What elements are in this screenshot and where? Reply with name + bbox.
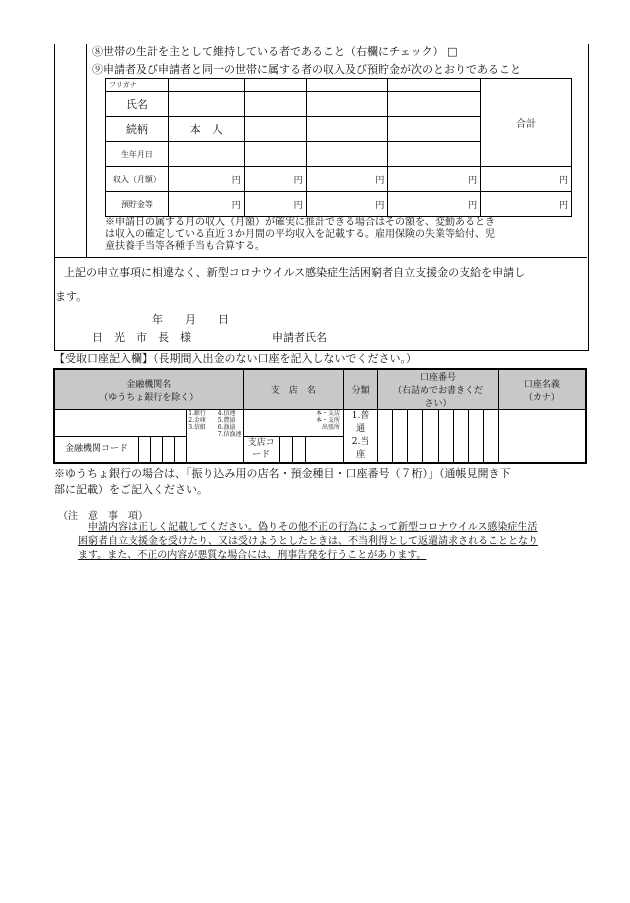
income-cell[interactable]: 円 <box>306 167 388 192</box>
mayor-address: 日 光 市 長 様 <box>92 331 191 344</box>
account-number-header <box>378 369 499 410</box>
name-cell[interactable] <box>244 92 306 117</box>
branch-types: 本・支店 本・支所 出張所 <box>315 410 340 431</box>
relation-label: 続柄 <box>106 117 169 142</box>
income-total-cell[interactable]: 円 <box>481 167 572 192</box>
category-cell[interactable] <box>344 410 378 464</box>
inst-code-digit[interactable] <box>163 436 175 463</box>
bank-account-table <box>53 368 587 464</box>
declaration-line: 上記の申立事項に相違なく、新型コロナウイルス感染症生活困窮者自立支援金の支給を申請し <box>64 266 526 279</box>
savings-cell[interactable]: 円 <box>244 192 306 217</box>
account-digit-cell[interactable] <box>423 410 438 464</box>
category-option-2[interactable]: 2.当座 <box>351 437 370 460</box>
inst-types-b: 4.信連 5.農協 6.漁協 7.信漁連 <box>217 410 242 438</box>
inst-name-header <box>54 369 243 410</box>
inst-name-title: 金融機関名 <box>126 379 172 390</box>
head-of-household-checkbox[interactable]: □ <box>447 45 458 58</box>
account-digit-cell[interactable] <box>483 410 498 464</box>
account-holder-input[interactable] <box>498 410 586 464</box>
yucho-note-line: 部に記載）をご記入ください。 <box>54 483 208 496</box>
relation-self: 本 人 <box>168 117 244 142</box>
item-8-text: ⑧世帯の生計を主として維持している者であること（右欄にチェック） <box>92 45 444 58</box>
branch-code-digit[interactable] <box>292 436 305 463</box>
account-digit-cell[interactable] <box>378 410 393 464</box>
caution-line: 申請内容は正しく記載してください。偽りその他不正の行為によって新型コロナウイルス感染症生活 <box>88 522 538 533</box>
yucho-note <box>54 466 511 498</box>
section-divider <box>86 44 87 257</box>
birth-cell[interactable] <box>168 142 244 167</box>
inst-type-cell <box>187 410 243 464</box>
declaration-line: ます。 <box>55 290 88 303</box>
inst-code-label: 金融機関コード <box>54 436 138 463</box>
category-option-1[interactable]: 1.普通 <box>351 411 370 434</box>
furigana-cell[interactable] <box>168 79 244 92</box>
caution-line: 困窮者自立支援金を受けたり、又は受けようとしたときは、不当利得として返還請求されることとなり <box>78 536 538 547</box>
furigana-label: フリガナ <box>106 79 169 92</box>
account-number-note: （右詰めでお書きください） <box>392 386 483 409</box>
birth-cell[interactable] <box>244 142 306 167</box>
category-header: 分類 <box>344 369 378 410</box>
name-cell[interactable] <box>306 92 388 117</box>
item-9-text: ⑨申請者及び申請者と同一の世帯に属する者の収入及び預貯金が次のとおりであること <box>92 63 521 76</box>
caution-text <box>78 521 538 563</box>
item-8 <box>92 45 458 59</box>
branch-name-input[interactable] <box>243 410 344 437</box>
furigana-cell[interactable] <box>388 79 481 92</box>
income-note-line: は収入の確定している直近３か月間の平均収入を記載する。雇用保険の失業等給付、児 <box>105 229 495 240</box>
income-cell[interactable]: 円 <box>244 167 306 192</box>
relation-cell[interactable] <box>306 117 388 142</box>
inst-name-note: （ゆうちょ銀行を除く） <box>99 392 199 403</box>
applicant-name-label: 申請者氏名 <box>272 331 327 344</box>
section-divider <box>54 257 587 258</box>
caution-line: ます。また、不正の内容が悪質な場合には、刑事告発を行うことがあります。 <box>78 550 427 561</box>
birth-label: 生年月日 <box>106 142 169 167</box>
inst-name-input[interactable] <box>54 410 187 437</box>
income-note <box>105 217 495 253</box>
savings-cell[interactable]: 円 <box>388 192 481 217</box>
name-cell[interactable] <box>168 92 244 117</box>
name-label: 氏名 <box>106 92 169 117</box>
branch-code-digit[interactable] <box>279 436 292 463</box>
income-note-line: ※申請日の属する月の収入（月額）が確実に推計できる場合はその額を、変動あるとき <box>105 217 495 228</box>
holder-header <box>498 369 586 410</box>
income-table <box>105 78 572 217</box>
furigana-cell[interactable] <box>306 79 388 92</box>
holder-kana: （カナ） <box>523 392 560 403</box>
account-number-title: 口座番号 <box>419 373 456 383</box>
inst-types-a: 1.銀行 2.金庫 3.信組 <box>188 410 206 431</box>
income-label: 収入（月額） <box>106 167 169 192</box>
account-digit-cell[interactable] <box>453 410 468 464</box>
holder-title: 口座名義 <box>523 379 560 390</box>
inst-code-digit[interactable] <box>151 436 163 463</box>
savings-cell[interactable]: 円 <box>168 192 244 217</box>
account-digit-cell[interactable] <box>408 410 423 464</box>
branch-code-label: 支店コード <box>243 436 279 463</box>
application-date[interactable]: 年 月 日 <box>152 313 229 326</box>
branch-name-header: 支 店 名 <box>243 369 344 410</box>
account-digit-cell[interactable] <box>393 410 408 464</box>
birth-cell[interactable] <box>388 142 481 167</box>
savings-label: 預貯金等 <box>106 192 169 217</box>
savings-cell[interactable]: 円 <box>306 192 388 217</box>
caution-title: （注 意 事 項） <box>58 511 148 522</box>
inst-code-digit[interactable] <box>175 436 187 463</box>
account-digit-cell[interactable] <box>438 410 453 464</box>
inst-code-digit[interactable] <box>138 436 150 463</box>
birth-cell[interactable] <box>306 142 388 167</box>
savings-total-cell[interactable]: 円 <box>481 192 572 217</box>
relation-cell[interactable] <box>244 117 306 142</box>
total-header: 合計 <box>481 79 572 167</box>
account-digit-cell[interactable] <box>468 410 483 464</box>
yucho-note-line: ※ゆうちょ銀行の場合は、「振り込み用の店名・預金種目・口座番号（７桁）」（通帳見開き下 <box>54 467 511 480</box>
name-cell[interactable] <box>388 92 481 117</box>
income-note-line: 童扶養手当等各種手当も合算する。 <box>105 241 265 252</box>
bank-section-heading: 【受取口座記入欄】（長期間入出金のない口座を記入しないでください。） <box>54 352 417 365</box>
furigana-cell[interactable] <box>244 79 306 92</box>
income-cell[interactable]: 円 <box>388 167 481 192</box>
relation-cell[interactable] <box>388 117 481 142</box>
branch-code-digit[interactable] <box>305 436 343 463</box>
income-cell[interactable]: 円 <box>168 167 244 192</box>
